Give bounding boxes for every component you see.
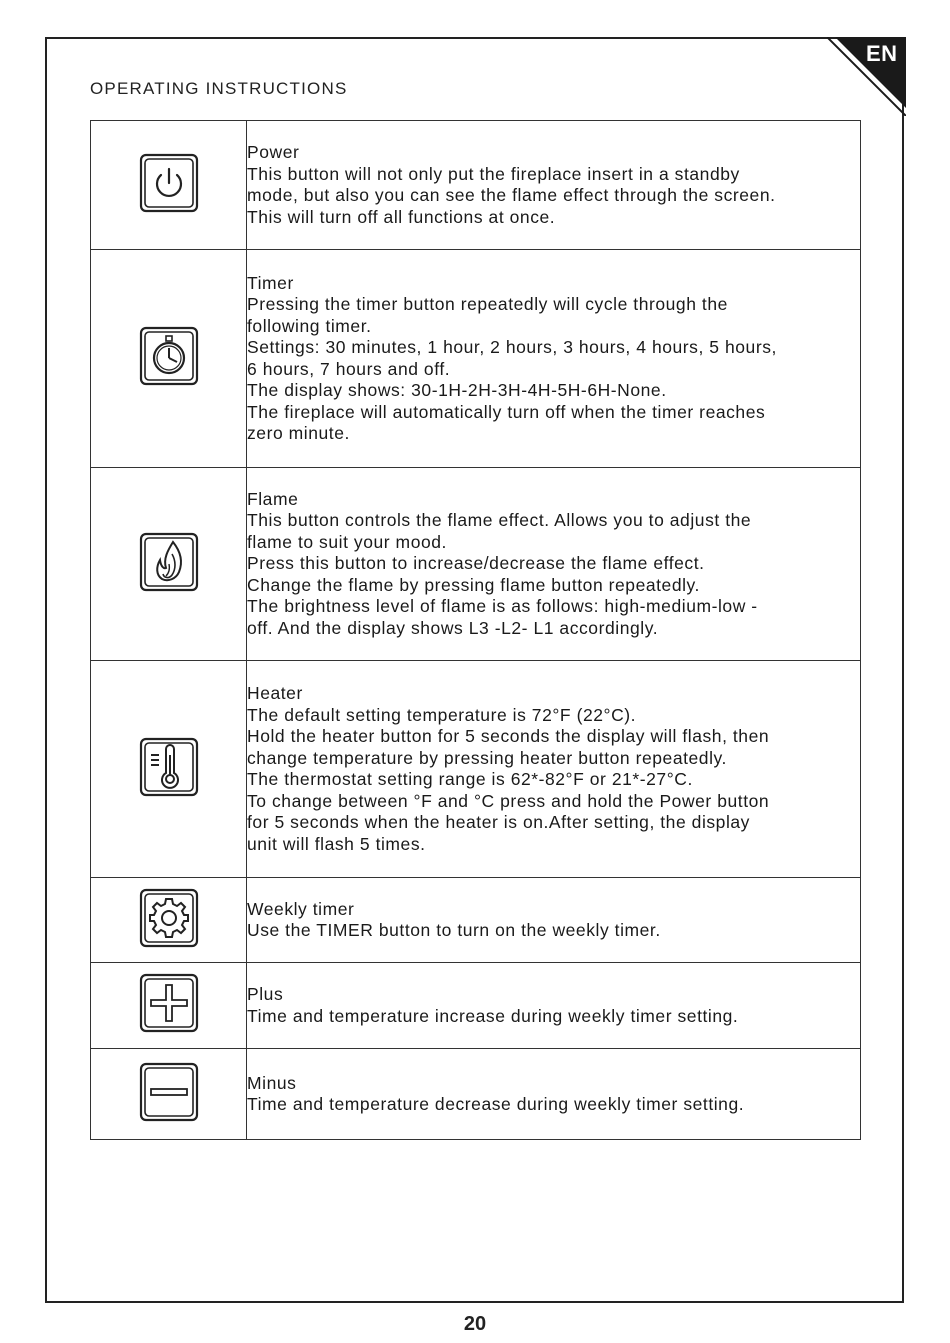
instruction-title: Timer bbox=[247, 272, 294, 293]
timer-icon bbox=[139, 326, 199, 386]
instruction-line: following timer. bbox=[247, 315, 372, 336]
table-row bbox=[91, 121, 861, 250]
description-cell bbox=[247, 661, 861, 878]
table-row bbox=[91, 878, 861, 963]
icon-cell bbox=[91, 468, 247, 661]
instruction-line: The default setting temperature is 72°F (22°C). bbox=[247, 704, 637, 725]
plus-icon bbox=[139, 973, 199, 1033]
instruction-line: Use the TIMER button to turn on the weekly timer. bbox=[247, 920, 661, 940]
thermometer-icon bbox=[139, 737, 199, 797]
power-icon bbox=[139, 153, 199, 213]
icon-cell bbox=[91, 1049, 247, 1140]
instruction-line: flame to suit your mood. bbox=[247, 531, 447, 552]
description-cell bbox=[247, 1049, 861, 1140]
icon-cell bbox=[91, 661, 247, 878]
table-row bbox=[91, 661, 861, 878]
instruction-line: Change the flame by pressing flame button repeatedly. bbox=[247, 574, 700, 595]
flame-icon bbox=[139, 532, 199, 592]
table-row bbox=[91, 1049, 861, 1140]
instruction-line: Press this button to increase/decrease the flame effect. bbox=[247, 553, 705, 574]
description-cell bbox=[247, 963, 861, 1049]
instruction-line: Settings: 30 minutes, 1 hour, 2 hours, 3 hours, 4 hours, 5 hours, bbox=[247, 337, 777, 357]
instruction-line: To change between °F and °C press and hold the Power button bbox=[247, 790, 770, 811]
page-number: 20 bbox=[463, 1313, 487, 1335]
icon-cell bbox=[91, 878, 247, 963]
description-cell bbox=[247, 878, 861, 963]
instruction-title: Plus bbox=[247, 984, 284, 1004]
icon-cell bbox=[91, 250, 247, 468]
instruction-line: change temperature by pressing heater button repeatedly. bbox=[247, 747, 727, 768]
instruction-line: This button controls the flame effect. Allows you to adjust the bbox=[247, 510, 752, 531]
instruction-line: unit will flash 5 times. bbox=[247, 833, 426, 854]
instruction-title: Flame bbox=[247, 488, 299, 509]
instruction-line: Hold the heater button for 5 seconds the display will flash, then bbox=[247, 726, 770, 746]
instruction-line: Pressing the timer button repeatedly will cycle through the bbox=[247, 294, 728, 314]
instruction-line: The display shows: 30-1H-2H-3H-4H-5H-6H-None. bbox=[247, 380, 667, 400]
instruction-line: off. And the display shows L3 -L2- L1 accordingly. bbox=[247, 617, 659, 638]
instruction-line: The brightness level of flame is as follows: high-medium-low - bbox=[247, 596, 758, 617]
description-cell bbox=[247, 121, 861, 250]
icon-cell bbox=[91, 963, 247, 1049]
instruction-line: 6 hours, 7 hours and off. bbox=[247, 358, 451, 379]
gear-icon bbox=[139, 888, 199, 948]
instruction-line: for 5 seconds when the heater is on.After setting, the display bbox=[247, 812, 750, 832]
instruction-title: Weekly timer bbox=[247, 898, 355, 919]
instruction-line: This will turn off all functions at once. bbox=[247, 206, 556, 227]
instruction-line: Time and temperature increase during weekly timer setting. bbox=[247, 1005, 739, 1026]
table-row bbox=[91, 468, 861, 661]
description-cell bbox=[247, 468, 861, 661]
instruction-line: zero minute. bbox=[247, 423, 350, 443]
page-title: OPERATING INSTRUCTIONS bbox=[90, 79, 348, 98]
instruction-line: Time and temperature decrease during weekly timer setting. bbox=[247, 1094, 745, 1114]
table-row bbox=[91, 963, 861, 1049]
instruction-line: This button will not only put the fireplace insert in a standby bbox=[247, 163, 740, 184]
instruction-title: Minus bbox=[247, 1072, 297, 1093]
instructions-table bbox=[90, 120, 861, 1140]
instruction-line: mode, but also you can see the flame effect through the screen. bbox=[247, 185, 776, 205]
instruction-line: The thermostat setting range is 62*-82°F or 21*-27°C. bbox=[247, 769, 693, 789]
instruction-title: Power bbox=[247, 142, 300, 162]
description-cell bbox=[247, 250, 861, 468]
language-label: EN bbox=[866, 41, 898, 66]
table-row bbox=[91, 250, 861, 468]
icon-cell bbox=[91, 121, 247, 250]
instruction-title: Heater bbox=[247, 683, 303, 703]
minus-icon bbox=[139, 1062, 199, 1122]
instruction-line: The fireplace will automatically turn off when the timer reaches bbox=[247, 401, 766, 422]
